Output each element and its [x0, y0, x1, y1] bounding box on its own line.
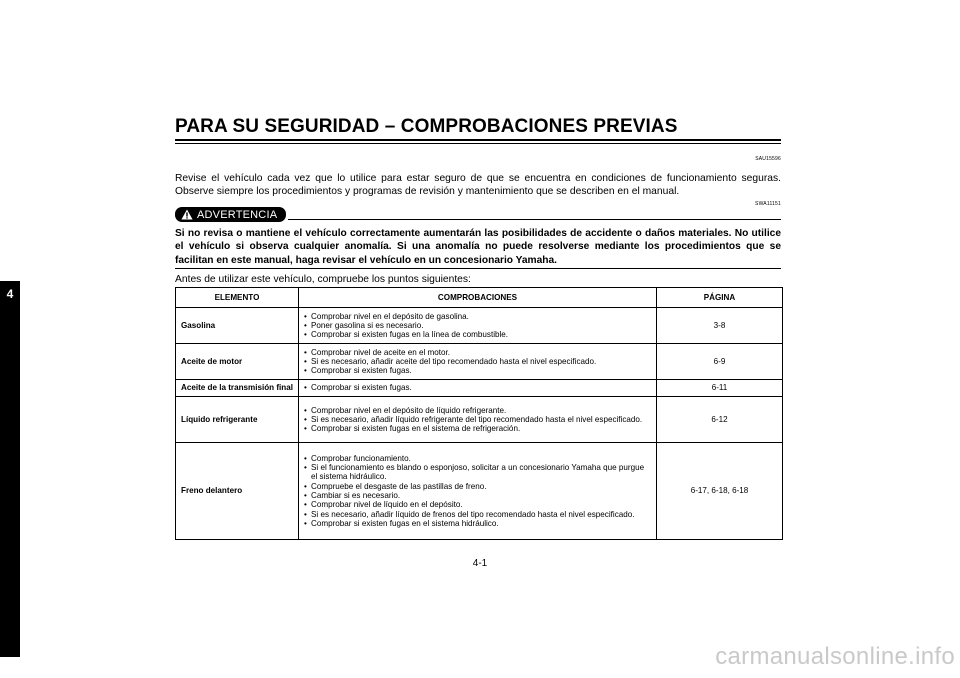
row-checks — [299, 443, 657, 540]
row-pages: 6-12 — [657, 397, 783, 443]
check-item: • Comprobar si existen fugas. — [304, 366, 652, 375]
header-comprobaciones: COMPROBACIONES — [299, 288, 657, 308]
row-checks — [299, 344, 657, 380]
check-item: • Comprobar si existen fugas en la línea de combustible. — [304, 330, 652, 339]
table-row — [176, 397, 783, 443]
check-item: • Comprobar si existen fugas en el sistema hidráulico. — [304, 519, 652, 528]
check-item: • Compruebe el desgaste de las pastillas de freno. — [304, 482, 652, 491]
table-row — [176, 308, 783, 344]
check-item: • Si es necesario, añadir líquido de frenos del tipo recomendado hasta el nivel especificado. — [304, 510, 652, 519]
row-item: Aceite de la transmisión final — [176, 380, 299, 397]
row-checks — [299, 397, 657, 443]
row-pages: 3-8 — [657, 308, 783, 344]
table-row — [176, 443, 783, 540]
chapter-tab — [0, 281, 20, 657]
header-pagina: PÁGINA — [657, 288, 783, 308]
row-pages: 6-11 — [657, 380, 783, 397]
warning-bottom-rule — [175, 268, 781, 269]
page-title: PARA SU SEGURIDAD – COMPROBACIONES PREVIAS — [175, 116, 678, 137]
check-item: • Comprobar nivel de aceite en el motor. — [304, 348, 652, 357]
table-row — [176, 344, 783, 380]
warning-label: ADVERTENCIA — [197, 208, 278, 221]
table-row — [176, 380, 783, 397]
warning-code: SWA11151 — [755, 201, 781, 207]
row-checks — [299, 308, 657, 344]
check-item: • Si es necesario, añadir líquido refrigerante del tipo recomendado hasta el nivel especificado. — [304, 415, 652, 424]
watermark: carmanualsonline.info — [715, 643, 955, 670]
warning-rule — [288, 219, 781, 220]
chapter-number: 4 — [6, 287, 14, 301]
check-item: • Comprobar nivel de líquido en el depósito. — [304, 500, 652, 509]
check-item: • Comprobar si existen fugas. — [304, 383, 652, 392]
section-code: SAU15596 — [755, 156, 781, 162]
check-item: • Comprobar funcionamiento. — [304, 454, 652, 463]
row-pages: 6-9 — [657, 344, 783, 380]
check-item: • Poner gasolina si es necesario. — [304, 321, 652, 330]
row-item: Freno delantero — [176, 443, 299, 540]
intro-paragraph: Revise el vehículo cada vez que lo utilice para estar seguro de que se encuentra en condiciones de funcionamiento seguras. Observe siempre los procedimientos y programas de revisión y mantenimiento que se describen en el manual. — [175, 173, 781, 197]
warning-triangle-icon — [181, 209, 193, 220]
check-item: • Cambiar si es necesario. — [304, 491, 652, 500]
check-item: • Si es necesario, añadir aceite del tipo recomendado hasta el nivel especificado. — [304, 357, 652, 366]
checks-table — [175, 287, 783, 540]
title-rule — [175, 139, 781, 141]
pre-table-text: Antes de utilizar este vehículo, compruebe los puntos siguientes: — [175, 274, 471, 285]
check-item: • Comprobar nivel en el depósito de gasolina. — [304, 312, 652, 321]
row-item: Líquido refrigerante — [176, 397, 299, 443]
header-elemento: ELEMENTO — [176, 288, 299, 308]
title-rule-thin — [175, 143, 781, 144]
row-pages: 6-17, 6-18, 6-18 — [657, 443, 783, 540]
row-item: Aceite de motor — [176, 344, 299, 380]
page-number: 4-1 — [472, 558, 488, 569]
warning-badge — [175, 207, 286, 222]
table-header-row — [176, 288, 783, 308]
check-item: • Si el funcionamiento es blando o esponjoso, solicitar a un concesionario Yamaha que purgue el sistema hidráulico. — [304, 463, 652, 482]
check-item: • Comprobar nivel en el depósito de líquido refrigerante. — [304, 406, 652, 415]
warning-text: Si no revisa o mantiene el vehículo correctamente aumentarán las posibilidades de accidente o daños materiales. No utilice el vehículo si observa cualquier anomalía. Si una anomalía no puede resolverse mediante los procedimientos que se facilitan en este manual, haga revisar el vehículo en un concesionario Yamaha. — [175, 228, 781, 266]
check-item: • Comprobar si existen fugas en el sistema de refrigeración. — [304, 424, 652, 433]
row-checks — [299, 380, 657, 397]
row-item: Gasolina — [176, 308, 299, 344]
